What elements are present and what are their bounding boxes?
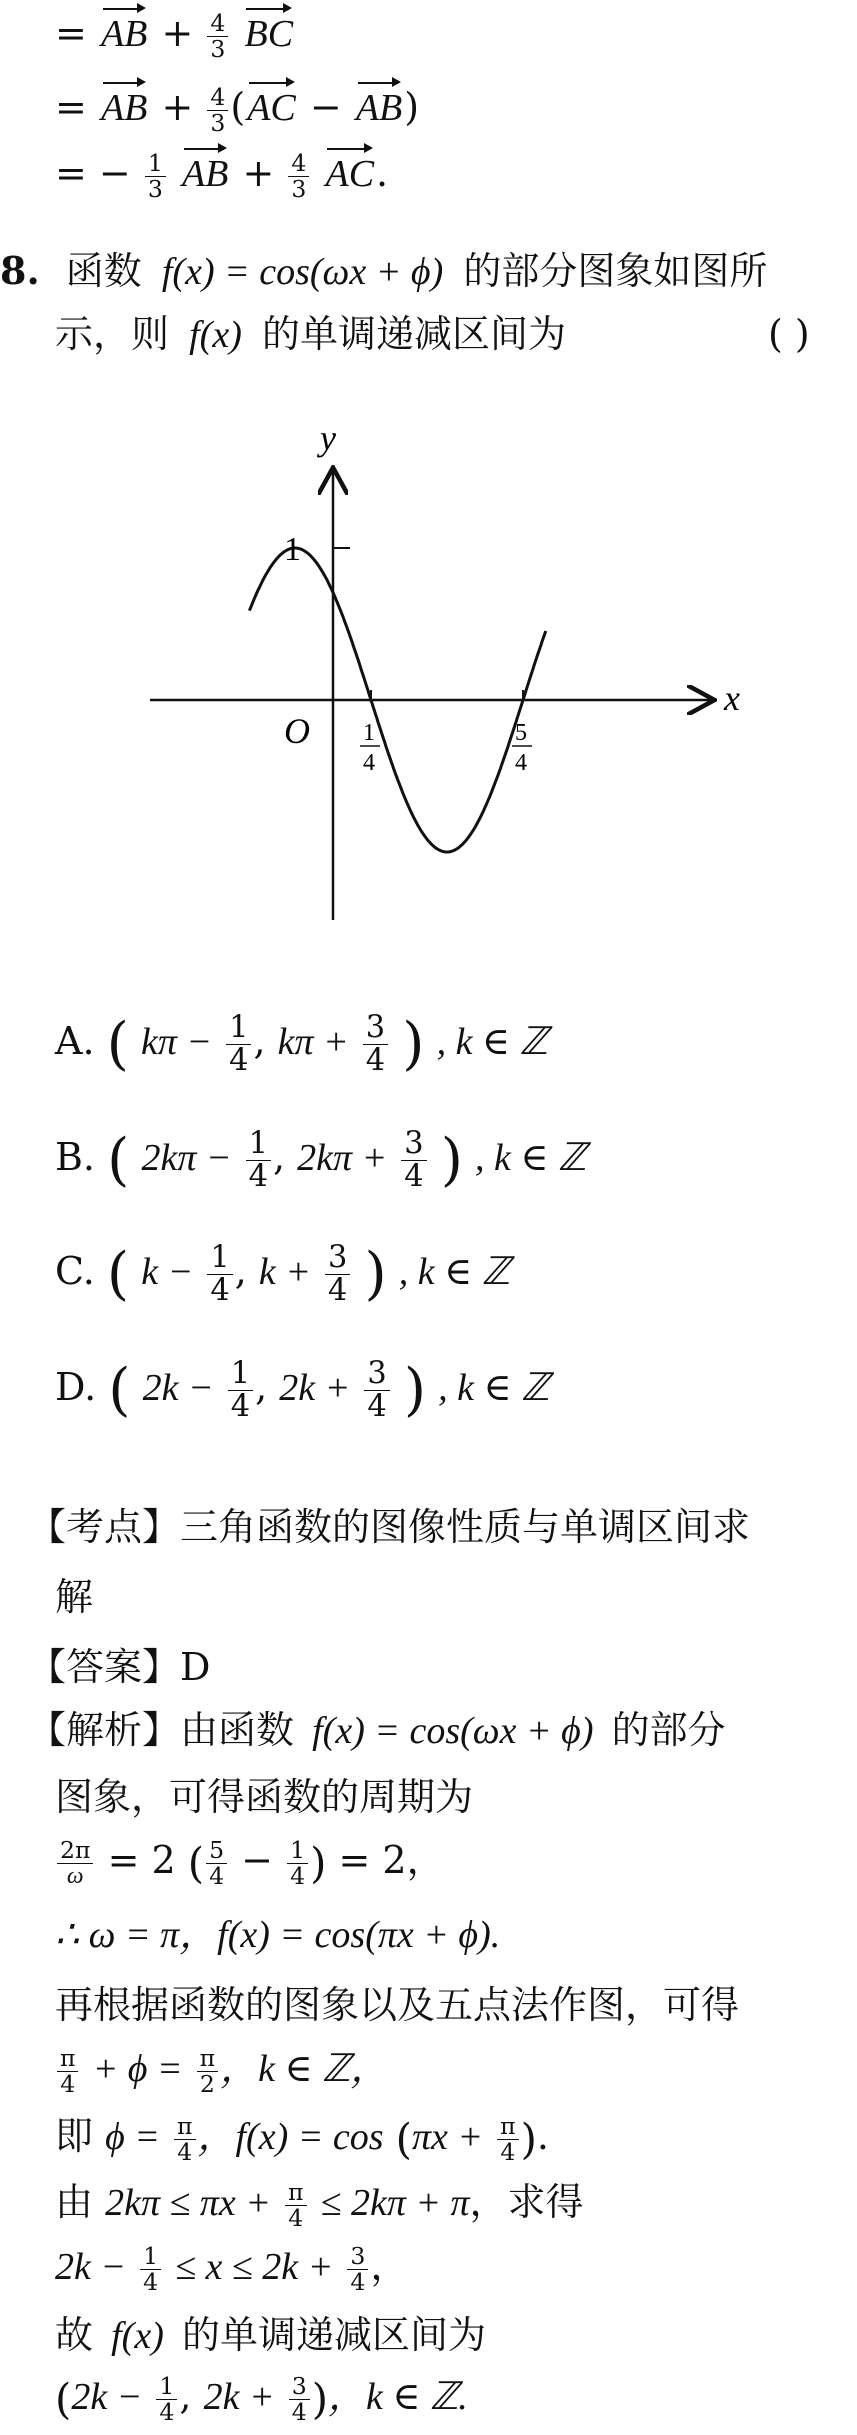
fraction: $\frac{\pi}{4}$ (285, 2180, 306, 2230)
domain-condition: , k ∈ ℤ (438, 1366, 550, 1409)
equals-sign: = (55, 11, 87, 55)
plus-sign: + (161, 85, 194, 129)
function-expression: f(x) = cos(ωx + ϕ) (312, 1710, 594, 1752)
prev-solution-line-2 (55, 78, 419, 136)
question-number: 8. (0, 248, 40, 293)
domain-condition: , k ∈ ℤ (475, 1136, 587, 1179)
omega-line: ∴ ω = π，f(x) = cos(πx + ϕ). (55, 1914, 501, 1956)
x-axis-label: x (724, 678, 740, 718)
equals-sign: = (55, 85, 87, 129)
choice-letter: D. (55, 1364, 97, 1409)
fraction: $\frac{3}{4}$ (364, 1358, 389, 1423)
fraction: $\frac{1}{3}$ (145, 151, 166, 201)
fraction: $\frac{4}{3}$ (207, 85, 228, 135)
fraction: $\frac{3}{4}$ (289, 2374, 310, 2424)
daan-label: 【答案】 (28, 1645, 181, 1689)
period: . (376, 151, 389, 195)
interval-right: k + (258, 1250, 311, 1293)
kaodian-label: 【考点】 (28, 1505, 181, 1549)
fraction: $\frac{1}{4}$ (140, 2244, 161, 2294)
function-expression: f(x) (189, 314, 242, 356)
fraction: $\frac{4}{3}$ (288, 151, 309, 201)
prev-solution-line-3 (55, 144, 388, 202)
choice-a: A. ( kπ − $\frac{1}{4}$ , kπ + $\frac{3}{4}$ ) , k ∈ ℤ (55, 1010, 548, 1078)
jiexi-label: 【解析】 (28, 1708, 181, 1752)
result-intro-line: 故 f(x) 的单调递减区间为 (55, 2313, 486, 2357)
daan-line (28, 1645, 210, 1691)
interval-right: 2kπ + (297, 1136, 388, 1179)
question-text: 的单调递减区间为 (261, 312, 566, 356)
vector-ac: AC (325, 144, 374, 198)
five-point-line: 再根据函数的图象以及五点法作图，可得 (55, 1983, 740, 2027)
vector-ab: AB (182, 144, 228, 198)
question-line-1 (0, 248, 767, 296)
domain-condition: , k ∈ ℤ (398, 1250, 511, 1293)
fraction: $\frac{5}{4}$ (206, 1838, 227, 1888)
function-graph (0, 400, 857, 920)
answer-blank: ( ) (768, 312, 810, 356)
vector-ab: AB (101, 4, 147, 58)
open-paren: ( (230, 85, 246, 129)
choice-c: C. ( k − $\frac{1}{4}$ , k + $\frac{3}{4}$ ) , k ∈ ℤ (55, 1240, 511, 1308)
vector-ab: AB (101, 78, 147, 132)
choice-letter: C. (55, 1248, 95, 1293)
interval-right: 2k + (279, 1366, 351, 1409)
phase-equation: $\frac{\pi}{4}$ + ϕ = $\frac{\pi}{2}$ ，k ∈ ℤ， (55, 2046, 388, 2097)
plus-sign: + (242, 151, 275, 195)
kaodian-text: 三角函数的图像性质与单调区间求 (180, 1505, 751, 1549)
close-paren: ) (404, 85, 420, 129)
equals-minus: = − (55, 151, 131, 195)
interval-left: kπ − (140, 1020, 213, 1063)
fraction: $\frac{\pi}{2}$ (197, 2046, 218, 2096)
open-paren: ( (106, 1010, 129, 1077)
y-one-label: 1 (284, 531, 301, 568)
interval-left: 2kπ − (141, 1136, 232, 1179)
question-text: 函数 (65, 249, 142, 293)
kaodian-line-2 (55, 1575, 93, 1621)
open-paren: ( (107, 1126, 130, 1193)
fraction: $\frac{3}{4}$ (325, 1242, 350, 1307)
kaodian-line (28, 1505, 750, 1551)
interval-right: kπ + (277, 1020, 349, 1063)
vector-ab: AB (356, 78, 402, 132)
choice-d: D. ( 2k − $\frac{1}{4}$ , 2k + $\frac{3}{4}$ ) , k ∈ ℤ (55, 1356, 550, 1424)
plus-sign: + (161, 11, 194, 55)
answer-value: D (180, 1645, 211, 1689)
fraction: $\frac{1}{4}$ (226, 1012, 251, 1077)
inequality-line-2: 2k − $\frac{1}{4}$ ≤ x ≤ 2k + $\frac{3}{4}$ ， (55, 2242, 409, 2296)
fraction: $\frac{\pi}{4}$ (497, 2114, 518, 2164)
period-equation: $\frac{2\pi}{\omega}$ = 2 ( $\frac{5}{4}$ − $\frac{1}{4}$ ) = 2， (55, 1838, 445, 1889)
question-text: 的部分图象如图所 (463, 249, 768, 293)
x-tick-5-4-numerator: 5 (515, 720, 527, 746)
close-paren: ) (440, 1126, 463, 1193)
fraction: $\frac{1}{4}$ (156, 2374, 177, 2424)
fraction: $\frac{\pi}{4}$ (57, 2046, 78, 2096)
fraction: $\frac{2\pi}{\omega}$ (57, 1838, 93, 1888)
period-intro-line: 图象，可得函数的周期为 (55, 1775, 474, 1819)
fraction: $\frac{1}{4}$ (287, 1838, 308, 1888)
close-paren: ) (403, 1356, 427, 1423)
question-text: 示，则 (55, 312, 170, 356)
open-paren: ( (106, 1240, 130, 1307)
interval-left: 2k − (142, 1366, 214, 1409)
choice-b: B. ( 2kπ − $\frac{1}{4}$ , 2kπ + $\frac{3}{4}$ ) , k ∈ ℤ (55, 1126, 587, 1194)
vector-ac: AC (247, 78, 296, 132)
fraction: $\frac{3}{4}$ (363, 1012, 388, 1077)
open-paren: ( (108, 1356, 131, 1423)
question-line-2 (55, 312, 566, 359)
interval-left: k − (141, 1250, 194, 1293)
prev-solution-line-1 (55, 4, 295, 62)
y-axis-label: y (320, 418, 336, 458)
close-paren: ) (364, 1240, 387, 1307)
fraction: $\frac{1}{4}$ (207, 1242, 232, 1307)
vector-bc: BC (244, 4, 293, 58)
fraction: $\frac{3}{4}$ (401, 1128, 426, 1193)
minus-sign: − (309, 85, 342, 129)
fraction: $\frac{1}{4}$ (246, 1128, 271, 1193)
choice-letter: A. (55, 1018, 95, 1063)
kaodian-text: 解 (55, 1575, 94, 1619)
function-expression: f(x) = cos(ωx + ϕ) (161, 251, 444, 293)
x-tick-5-4-denominator: 4 (515, 750, 527, 776)
choice-letter: B. (55, 1134, 96, 1179)
fraction: $\frac{3}{4}$ (347, 2244, 368, 2294)
fraction: $\frac{1}{4}$ (228, 1358, 253, 1423)
origin-label: O (284, 711, 310, 751)
fraction: $\frac{4}{3}$ (207, 11, 228, 61)
phi-line: 即 ϕ = $\frac{\pi}{4}$ ，f(x) = cos (πx + $\frac{\pi}{4}$ ). (55, 2112, 549, 2166)
result-interval: (2k − $\frac{1}{4}$ , 2k + $\frac{3}{4}$ )，k ∈ ℤ. (55, 2372, 468, 2426)
fraction: $\frac{\pi}{4}$ (174, 2114, 195, 2164)
x-tick-1-4-numerator: 1 (363, 720, 375, 746)
x-tick-1-4-denominator: 4 (363, 750, 375, 776)
close-paren: ) (402, 1010, 425, 1077)
inequality-line-1: 由 2kπ ≤ πx + $\frac{\pi}{4}$ ≤ 2kπ + π，求得 (55, 2178, 584, 2232)
domain-condition: , k ∈ ℤ (436, 1020, 548, 1063)
jiexi-line: 【解析】由函数 f(x) = cos(ωx + ϕ) 的部分 (28, 1708, 726, 1752)
